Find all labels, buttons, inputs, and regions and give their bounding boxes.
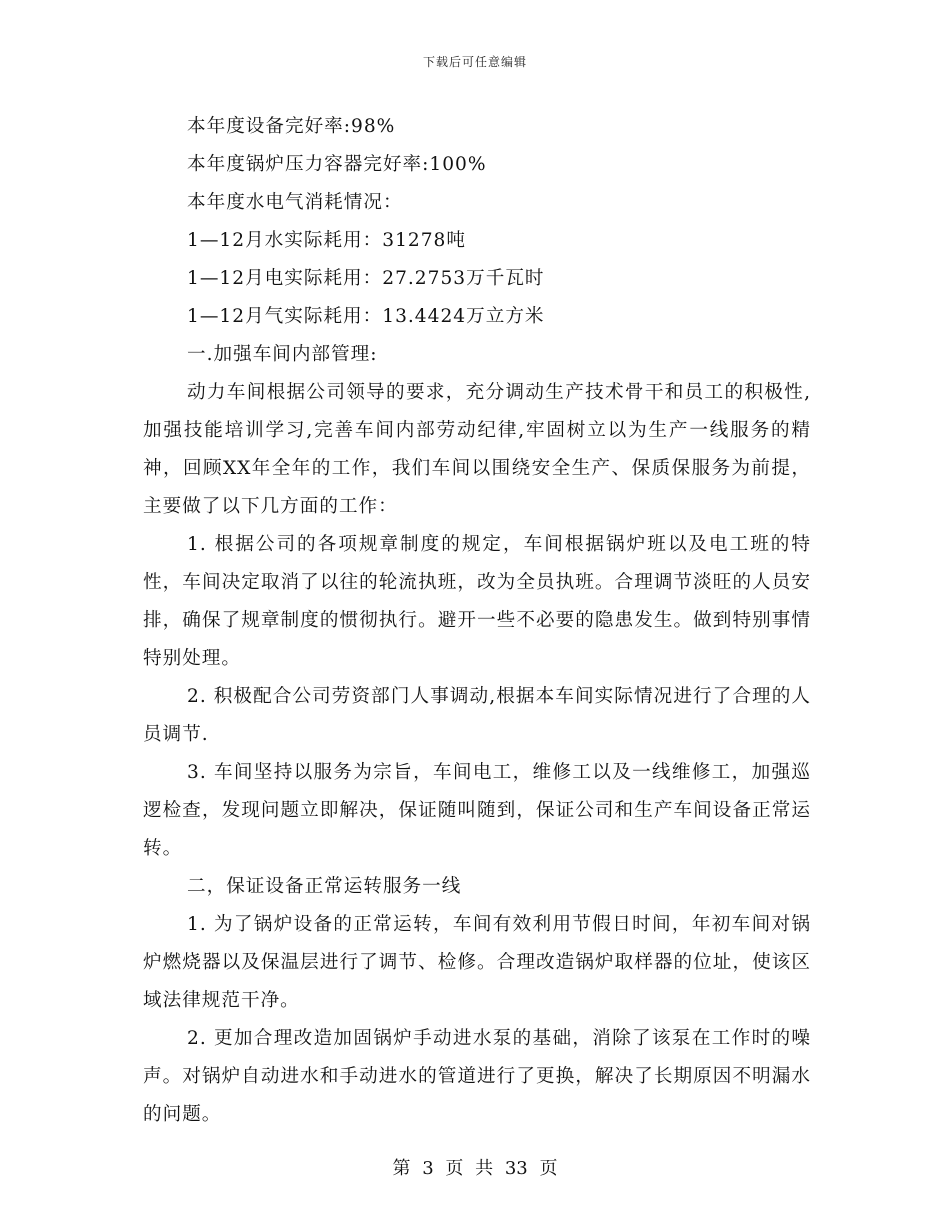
paragraph [143, 1020, 811, 1134]
paragraph [143, 374, 811, 526]
paragraph [143, 678, 811, 754]
page-number-footer: 第 3 页 共 33 页 [392, 1158, 558, 1179]
stat-line: 1—12月电实际耗用：27.2753万千瓦时 [187, 268, 545, 289]
section-heading: 一.加强车间内部管理: [187, 344, 378, 365]
stat-line: 1—12月水实际耗用：31278吨 [187, 230, 466, 251]
paragraph [143, 754, 811, 868]
paragraph-text: 3. 车间坚持以服务为宗旨，车间电工，维修工以及一线维修工，加强巡逻检查，发现问题立即解决，保证随叫随到，保证公司和生产车间设备正常运转。 [143, 762, 811, 859]
document-body [143, 108, 811, 1134]
paragraph-text: 1. 根据公司的各项规章制度的规定，车间根据锅炉班以及电工班的特性，车间决定取消了以往的轮流执班，改为全员执班。合理调节淡旺的人员安排，确保了规章制度的惯彻执行。避开一些不必要的隐患发生。做到特别事情特别处理。 [143, 534, 811, 669]
paragraph [143, 906, 811, 1020]
page-header-note: 下载后可任意编辑 [422, 55, 527, 69]
paragraph-text: 2. 更加合理改造加固锅炉手动进水泵的基础，消除了该泵在工作时的噪声。对锅炉自动进水和手动进水的管道进行了更换，解决了长期原因不明漏水的问题。 [143, 1028, 811, 1125]
paragraph [143, 526, 811, 678]
paragraph-text: 1. 为了锅炉设备的正常运转，车间有效利用节假日时间，年初车间对锅炉燃烧器以及保温层进行了调节、检修。合理改造锅炉取样器的位址，使该区域法律规范干净。 [143, 914, 811, 1011]
paragraph-text: 2. 积极配合公司劳资部门人事调动,根据本车间实际情况进行了合理的人员调节. [143, 686, 811, 745]
stat-line: 本年度设备完好率:98% [187, 116, 396, 137]
paragraph-text: 动力车间根据公司领导的要求，充分调动生产技术骨干和员工的积极性,加强技能培训学习,完善车间内部劳动纪律,牢固树立以为生产一线服务的精神，回顾XX年全年的工作，我们车间以围绕安全生产、保质保服务为前提，主要做了以下几方面的工作： [143, 382, 811, 517]
stat-line: 本年度水电气消耗情况： [187, 192, 403, 213]
stat-line: 1—12月气实际耗用：13.4424万立方米 [187, 306, 545, 327]
stat-line: 本年度锅炉压力容器完好率:100% [187, 154, 487, 175]
section-heading: 二，保证设备正常运转服务一线 [187, 876, 462, 897]
